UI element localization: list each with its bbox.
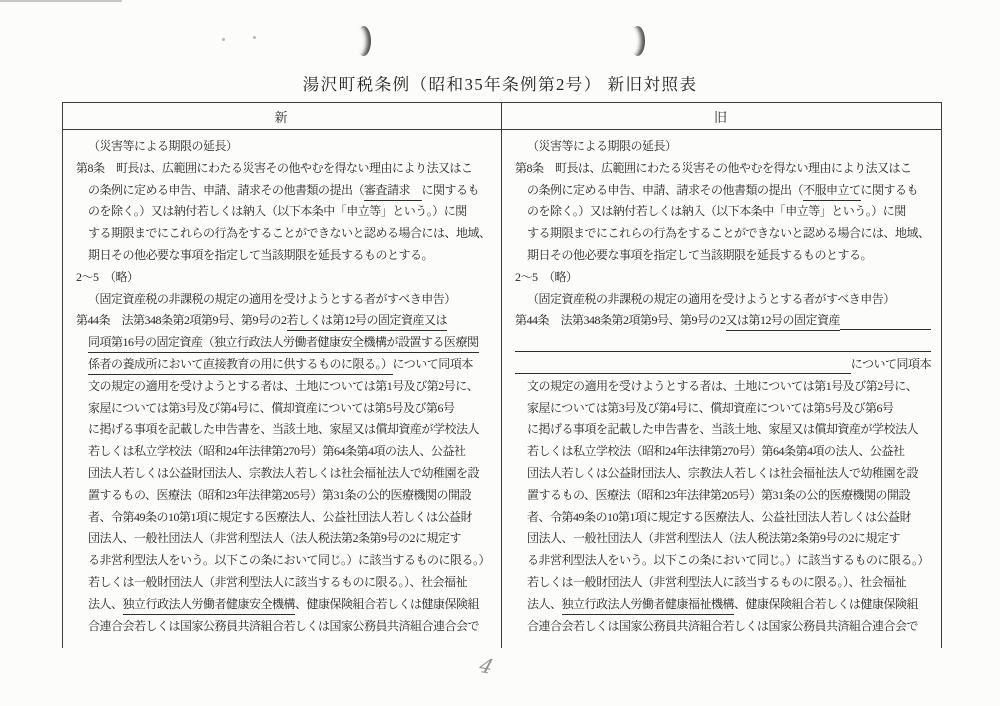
text-segment: 合連合会若しくは国家公務員共済組合若しくは国家公務員共済組合連合会で [527, 618, 919, 633]
text-segment: 家屋については第3号及び第4号に、償却資産については第5号及び第6号 [527, 400, 894, 415]
amended-text-underlined: 又は第12号の固定資産 [726, 311, 841, 331]
text-segment: 文の規定の適用を受けようとする者は、土地については第1号及び第2号に、 [527, 378, 918, 393]
column-header-new: 新 [274, 109, 290, 125]
text-line [76, 617, 491, 639]
text-segment: る非営利型法人をいう。以下この条において同じ。）に該当するものに限る。） [527, 553, 930, 568]
text-segment: 第8条 町長は、広範囲にわたる災害その他やむを得ない理由により法又はこ [515, 160, 912, 175]
text-segment: 法人、 [527, 596, 562, 611]
punch-hole-shadow-icon [356, 26, 371, 56]
scan-edge-streak [0, 0, 122, 2]
text-segment: 、健康保険組合若しくは健康保険組 [734, 596, 919, 611]
amended-text-underlined: 若しくは第12号の固定資産又は [287, 311, 448, 331]
text-line [515, 311, 931, 333]
deleted-text-blank-underline [840, 311, 931, 330]
text-line [515, 181, 931, 203]
text-line [515, 246, 931, 268]
amended-text-underlined: 審査請求 [364, 181, 422, 201]
text-line [515, 573, 931, 595]
text-segment: 法人、 [88, 596, 123, 611]
text-line [515, 508, 931, 530]
text-segment: 第44条 法第348条第2項第9号、第9号の2 [76, 313, 287, 328]
amended-text-underlined: 同項第16号の固定資産（独立行政法人労働者健康安全機構が設置する医療関 [88, 333, 479, 353]
text-segment: （災害等による期限の延長） [88, 139, 238, 153]
old-new-comparison-table [62, 102, 942, 648]
amended-text-underlined: 不服申立て [803, 181, 861, 201]
text-line [515, 355, 931, 377]
text-line [76, 224, 491, 246]
text-segment: 者、令第49条の10第1項に規定する医療法人、公益社団法人若しくは公益財 [88, 509, 473, 524]
text-line [76, 508, 491, 530]
text-segment: 置するもの、医療法（昭和23年法律第205号）第31条の公的医療機関の開設 [527, 487, 911, 502]
text-segment: 若しくは私立学校法（昭和24年法律第270号）第64条第4項の法人、公益社 [527, 444, 905, 459]
text-line [76, 442, 491, 464]
text-segment: 期日その他必要な事項を指定して当該期限を延長するものとする。 [527, 247, 873, 262]
text-line [515, 202, 931, 224]
text-segment: 団法人若しくは公益財団法人、宗教法人若しくは社会福祉法人で幼稚園を設 [527, 465, 919, 480]
text-line [76, 311, 491, 333]
text-segment: 置するもの、医療法（昭和23年法律第205号）第31条の公的医療機関の開設 [88, 487, 472, 502]
scan-speck [253, 36, 256, 39]
text-line [76, 529, 491, 551]
text-segment: する期限までにこれらの行為をすることができないと認める場合には、地域、 [527, 226, 930, 241]
text-line [76, 333, 491, 355]
text-line [76, 399, 491, 421]
text-segment: 若しくは一般財団法人（非営利型法人に該当するものに限る。）、社会福祉 [527, 574, 907, 589]
text-line [76, 551, 491, 573]
text-line [515, 551, 931, 573]
text-line [515, 137, 931, 159]
text-line [76, 420, 491, 442]
text-line [76, 137, 491, 159]
text-segment: 第44条 法第348条第2項第9号、第9号の2 [515, 313, 726, 328]
text-segment: に掲げる事項を記載した申告書を、当該土地、家屋又は償却資産が学校法人 [527, 422, 919, 437]
scan-speck [222, 38, 225, 41]
text-line [515, 529, 931, 551]
text-line [515, 420, 931, 442]
document-title: 湯沢町税条例（昭和35年条例第2号） 新旧対照表 [302, 75, 698, 94]
text-segment: 団法人、一般社団法人（非営利型法人（法人税法第2条第9号の2に規定す [88, 531, 462, 546]
text-line [515, 268, 931, 290]
punch-hole-shadow-icon [630, 26, 645, 56]
text-line [76, 290, 491, 312]
table-body-row [63, 130, 941, 648]
text-line [76, 573, 491, 595]
text-line [76, 159, 491, 181]
new-provision-cell [63, 130, 501, 648]
text-segment: について同項本 [392, 356, 473, 371]
text-segment: 団法人若しくは公益財団法人、宗教法人若しくは社会福祉法人で幼稚園を設 [88, 465, 480, 480]
text-segment: る非営利型法人をいう。以下この条において同じ。）に該当するものに限る。） [88, 553, 491, 568]
text-segment: する期限までにこれらの行為をすることができないと認める場合には、地域、 [88, 226, 491, 241]
text-segment: 家屋については第3号及び第4号に、償却資産については第5号及び第6号 [88, 400, 455, 415]
text-segment: （固定資産税の非課税の規定の適用を受けようとする者がすべき申告） [88, 291, 456, 306]
text-line [515, 290, 931, 312]
text-line [76, 595, 491, 617]
deleted-text-blank-underline [515, 355, 851, 374]
text-segment: （固定資産税の非課税の規定の適用を受けようとする者がすべき申告） [527, 291, 895, 306]
text-segment: の条例に定める申告、申請、請求その他書類の提出（ [527, 182, 804, 197]
text-line [76, 202, 491, 224]
text-segment: 期日その他必要な事項を指定して当該期限を延長するものとする。 [88, 247, 434, 262]
text-segment: のを除く。）又は納付若しくは納入（以下本条中「申立等」という。）に関 [88, 204, 467, 219]
text-segment: 第8条 町長は、広範囲にわたる災害その他やむを得ない理由により法又はこ [76, 160, 473, 175]
text-segment: 合連合会若しくは国家公務員共済組合若しくは国家公務員共済組合連合会で [88, 618, 480, 633]
text-line [76, 268, 491, 290]
text-line [76, 181, 491, 203]
text-segment: 若しくは一般財団法人（非営利型法人に該当するものに限る。）、社会福祉 [88, 574, 468, 589]
text-line [76, 464, 491, 486]
text-line [515, 333, 931, 355]
text-line [76, 246, 491, 268]
deleted-text-blank-underline [515, 333, 931, 352]
old-provision-cell [501, 130, 941, 648]
text-line [515, 399, 931, 421]
text-segment: に関するも [860, 182, 919, 197]
amended-text-underlined: 係者の養成所において直接教育の用に供するものに限る。） [88, 355, 393, 375]
text-segment: 若しくは私立学校法（昭和24年法律第270号）第64条第4項の法人、公益社 [88, 444, 466, 459]
text-segment: に関するも [421, 182, 480, 197]
table-header-row [63, 103, 941, 130]
text-segment: 、健康保険組合若しくは健康保険組 [295, 596, 480, 611]
text-segment: に掲げる事項を記載した申告書を、当該土地、家屋又は償却資産が学校法人 [88, 422, 480, 437]
text-segment: について同項本 [850, 356, 931, 371]
text-segment: のを除く。）又は納付若しくは納入（以下本条中「申立等」という。）に関 [527, 204, 906, 219]
text-segment: 2～5 （略） [515, 269, 578, 284]
text-line [515, 159, 931, 181]
handwritten-page-number: 4 [476, 653, 497, 679]
text-line [515, 486, 931, 508]
text-line [515, 224, 931, 246]
text-segment: 者、令第49条の10第1項に規定する医療法人、公益社団法人若しくは公益財 [527, 509, 912, 524]
text-line [515, 442, 931, 464]
text-segment: 文の規定の適用を受けようとする者は、土地については第1号及び第2号に、 [88, 378, 479, 393]
amended-text-underlined: 独立行政法人労働者健康安全機構 [123, 595, 296, 615]
text-segment: （災害等による期限の延長） [527, 139, 677, 153]
text-segment: 2～5 （略） [76, 269, 139, 284]
text-line [76, 377, 491, 399]
column-header-old: 旧 [501, 103, 941, 129]
text-line [515, 617, 931, 639]
text-segment: 団法人、一般社団法人（非営利型法人（法人税法第2条第9号の2に規定す [527, 531, 901, 546]
text-segment: の条例に定める申告、申請、請求その他書類の提出（ [88, 182, 365, 197]
text-line [515, 464, 931, 486]
text-line [76, 486, 491, 508]
text-line [76, 355, 491, 377]
amended-text-underlined: 独立行政法人労働者健康福祉機構 [562, 595, 735, 615]
text-line [515, 595, 931, 617]
text-line [515, 377, 931, 399]
